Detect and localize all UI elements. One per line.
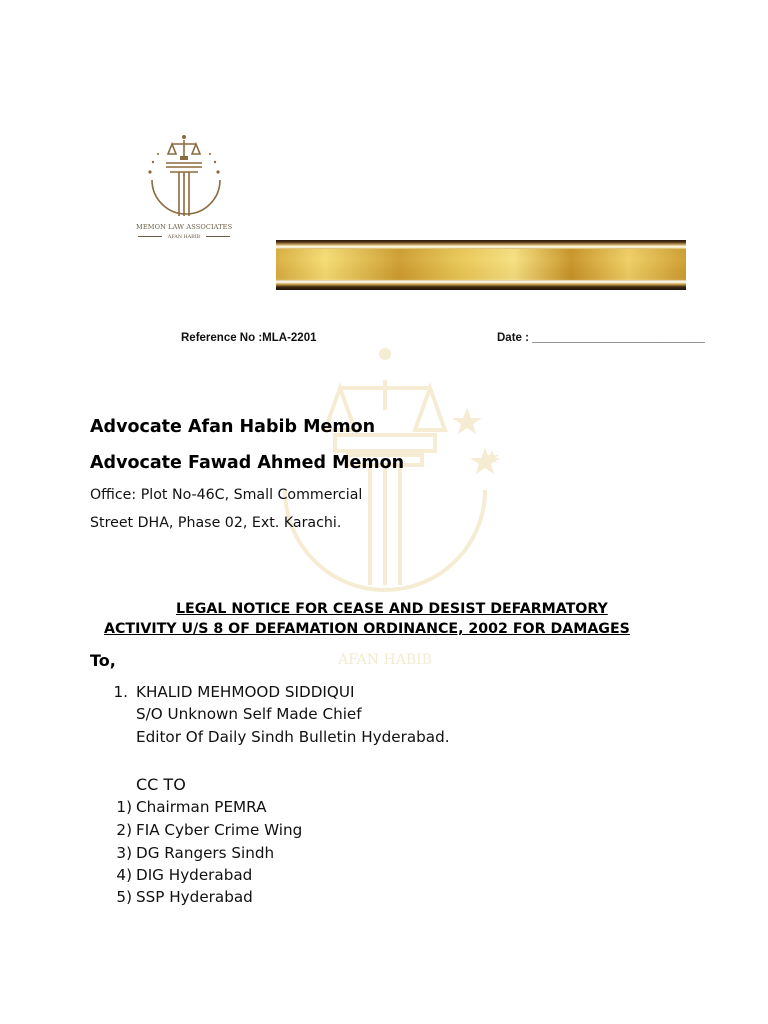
logo-subtitle [136, 235, 232, 240]
firm-logo [136, 132, 236, 244]
recipient-parentage: S/O Unknown Self Made Chief [136, 705, 362, 723]
cc-item-number: 3) [116, 844, 132, 862]
cc-item-number: 4) [116, 866, 132, 884]
cc-item-number: 5) [116, 888, 132, 906]
notice-title-line-1: LEGAL NOTICE FOR CEASE AND DESIST DEFARMATORY [176, 601, 608, 617]
cc-item-text: FIA Cyber Crime Wing [136, 821, 303, 839]
recipient-name: KHALID MEHMOOD SIDDIQUI [136, 683, 355, 701]
cc-item-number: 1) [116, 798, 132, 816]
watermark-text: AFAN HABIB [338, 652, 432, 668]
notice-title-line-2: ACTIVITY U/S 8 OF DEFAMATION ORDINANCE, 2002 FOR DAMAGES [104, 621, 630, 637]
logo-subtitle-text: AFAN HABIB [167, 235, 201, 240]
sender-name-1: Advocate Afan Habib Memon [90, 417, 376, 437]
office-address-line-1: Office: Plot No-46C, Small Commercial [90, 487, 363, 503]
recipient-number: 1. [113, 683, 128, 701]
recipient-designation: Editor Of Daily Sindh Bulletin Hyderabad. [136, 728, 450, 746]
cc-label: CC TO [136, 775, 186, 794]
office-address-line-2: Street DHA, Phase 02, Ext. Karachi. [90, 515, 342, 531]
logo-firm-name: MEMON LAW ASSOCIATES [136, 223, 233, 231]
sender-name-2: Advocate Fawad Ahmed Memon [90, 453, 405, 473]
cc-item-text: SSP Hyderabad [136, 888, 253, 906]
cc-item-text: Chairman PEMRA [136, 798, 267, 816]
cc-item-text: DG Rangers Sindh [136, 844, 275, 862]
gold-banner [276, 240, 686, 290]
cc-item-number: 2) [116, 821, 132, 839]
date-field: Date : ___________________________ [497, 332, 705, 344]
to-label: To, [90, 651, 116, 670]
reference-number: Reference No :MLA-2201 [181, 332, 317, 344]
cc-item-text: DIG Hyderabad [136, 866, 253, 884]
scales-of-justice-icon [136, 132, 236, 224]
